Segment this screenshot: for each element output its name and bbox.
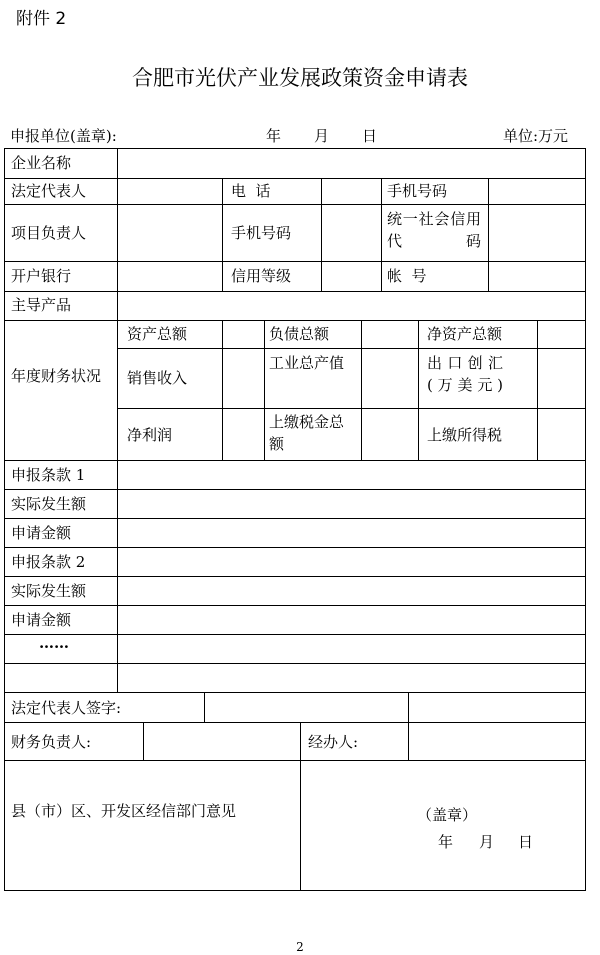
phone-field[interactable] <box>322 179 381 204</box>
legal-rep-label: 法定代表人 <box>11 182 87 200</box>
column-rule <box>418 320 419 460</box>
ellipsis-row-field[interactable] <box>118 635 585 663</box>
request1-label: 申请金额 <box>11 524 72 542</box>
header-year-label: 年 <box>266 127 282 145</box>
bank-label: 开户银行 <box>11 267 72 285</box>
page-number: 2 <box>296 940 304 954</box>
opinion-label: 县（市）区、开发区经信部门意见 <box>11 802 237 820</box>
form-title: 合肥市光伏产业发展政策资金申请表 <box>132 66 468 90</box>
attachment-label: 附件 2 <box>16 9 67 29</box>
finance-lead-label: 财务负责人: <box>11 733 92 751</box>
column-rule <box>264 320 265 460</box>
opinion-seal: （盖章） <box>417 806 478 824</box>
actual2-field[interactable] <box>118 577 585 605</box>
company-name-label: 企业名称 <box>11 154 72 172</box>
total-liabilities-label: 负债总额 <box>269 325 330 343</box>
credit-code-label: 统一社会信用代码 <box>387 210 481 250</box>
applicant-unit-label: 申报单位(盖章): <box>10 127 117 145</box>
total-assets-label: 资产总额 <box>127 325 188 343</box>
signature-extra-field[interactable] <box>409 693 585 722</box>
actual1-label: 实际发生额 <box>11 495 87 513</box>
sales-income-field[interactable] <box>223 349 264 408</box>
row-rule <box>117 408 585 409</box>
main-product-label: 主导产品 <box>11 296 72 314</box>
industrial-output-field[interactable] <box>362 349 418 408</box>
request2-field[interactable] <box>118 606 585 634</box>
sales-income-label: 销售收入 <box>127 369 188 387</box>
finance-lead-field[interactable] <box>144 723 300 760</box>
taxes-paid-field[interactable] <box>362 409 418 460</box>
income-tax-paid-field[interactable] <box>538 409 585 460</box>
row-rule <box>117 348 585 349</box>
mobile-field[interactable] <box>489 179 585 204</box>
finance-section-label: 年度财务状况 <box>11 367 102 385</box>
export-earnings-label: 出口创汇(万美元) <box>427 354 503 394</box>
account-field[interactable] <box>489 262 585 291</box>
request1-field[interactable] <box>118 519 585 547</box>
total-assets-field[interactable] <box>223 321 264 348</box>
net-profit-field[interactable] <box>223 409 264 460</box>
application-form-table <box>4 148 586 891</box>
account-label: 帐 号 <box>387 267 427 285</box>
opinion-year: 年 <box>438 833 454 851</box>
taxes-paid-label: 上缴税金总额 <box>269 413 345 453</box>
project-lead-field[interactable] <box>118 205 222 261</box>
handler-field[interactable] <box>409 723 585 760</box>
total-liabilities-field[interactable] <box>362 321 418 348</box>
clause1-field[interactable] <box>118 461 585 489</box>
net-assets-label: 净资产总额 <box>427 325 503 343</box>
actual2-label: 实际发生额 <box>11 582 87 600</box>
header-month-label: 月 <box>314 127 330 145</box>
unit-note: 单位:万元 <box>503 127 569 145</box>
actual1-field[interactable] <box>118 490 585 518</box>
project-lead-label: 项目负责人 <box>11 224 87 242</box>
handler-label: 经办人: <box>308 733 359 751</box>
credit-rating-label: 信用等级 <box>231 267 292 285</box>
column-rule <box>381 178 382 291</box>
clause2-label: 申报条款 2 <box>11 553 86 571</box>
project-mobile-label: 手机号码 <box>231 224 292 242</box>
opinion-month: 月 <box>479 833 495 851</box>
net-profit-label: 净利润 <box>127 426 173 444</box>
legal-rep-field[interactable] <box>118 179 222 204</box>
column-rule <box>222 178 223 291</box>
opinion-day: 日 <box>518 833 534 851</box>
net-assets-field[interactable] <box>538 321 585 348</box>
mobile-label: 手机号码 <box>387 182 448 200</box>
export-earnings-field[interactable] <box>538 349 585 408</box>
company-name-field[interactable] <box>118 149 585 178</box>
main-product-field[interactable] <box>118 292 585 320</box>
header-day-label: 日 <box>362 127 378 145</box>
clause2-field[interactable] <box>118 548 585 576</box>
row-rule <box>5 320 585 321</box>
request2-label: 申请金额 <box>11 611 72 629</box>
legal-rep-signature-label: 法定代表人签字: <box>11 699 122 717</box>
credit-rating-field[interactable] <box>322 262 381 291</box>
blank-row-field[interactable] <box>118 664 585 692</box>
phone-label: 电 话 <box>231 182 271 200</box>
project-mobile-field[interactable] <box>322 205 381 261</box>
industrial-output-label: 工业总产值 <box>269 354 345 372</box>
ellipsis-row-label: …… <box>39 634 69 652</box>
legal-rep-signature-field[interactable] <box>205 693 408 722</box>
credit-code-field[interactable] <box>489 205 585 261</box>
clause1-label: 申报条款 1 <box>11 466 86 484</box>
bank-field[interactable] <box>118 262 222 291</box>
income-tax-paid-label: 上缴所得税 <box>427 426 503 444</box>
